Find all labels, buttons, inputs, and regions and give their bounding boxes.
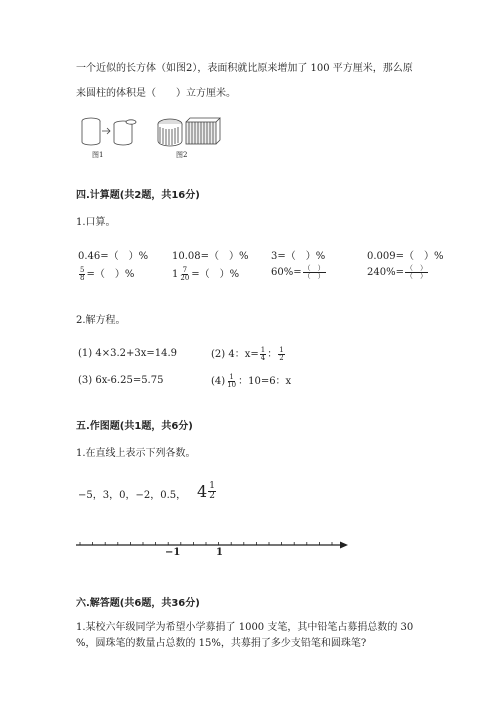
- figure-2-sliced: [158, 118, 220, 146]
- number-line-ticks: [80, 542, 332, 545]
- equation-1: (1) 4×3.2+3x=14.9: [78, 348, 178, 359]
- oral-calc-1-3: 3=（ ）%: [271, 251, 326, 262]
- oral-calc-2-3: 60%= $\frac{( )}{( )}$: [271, 264, 325, 280]
- equation-4: (4) $\frac{1}{10}$ ：10=6：x: [211, 373, 292, 389]
- section-6-q1-line-2: %，圆珠笔的数量占总数的 15%，共募捐了多少支铅笔和圆珠笔?: [76, 638, 367, 649]
- section-6-title: 六.解答题(共6题，共36分): [76, 598, 200, 609]
- section-4-title: 四.计算题(共2题，共16分): [76, 190, 200, 201]
- section-5-title: 五.作图题(共1题，共6分): [76, 421, 193, 432]
- fraction: $\frac{7}{20}$: [180, 266, 190, 282]
- fraction: $\frac{( )}{( )}$: [303, 264, 325, 280]
- mixed-number: 4 $\frac{1}{2}$: [197, 481, 215, 501]
- figure-1-label: 图1: [92, 151, 104, 159]
- numbers-list: −5，3，0，−2，0.5，: [78, 490, 187, 501]
- tick-label-1: 1: [216, 547, 223, 558]
- section-5-q1-label: 1.在直线上表示下列各数。: [76, 448, 196, 459]
- fraction: $\frac{1}{10}$: [227, 373, 237, 389]
- number-line-arrow: [340, 542, 348, 549]
- oral-calc-1-2: 10.08=（ ）%: [172, 251, 249, 262]
- fraction: $\frac{1}{4}$: [260, 346, 266, 362]
- cylinder-figures: [78, 116, 268, 160]
- fraction: $\frac{( )}{( )}$: [405, 264, 427, 280]
- fraction: $\frac{1}{2}$: [279, 346, 284, 362]
- oral-calc-2-1: $\frac{5}{8}$ =（ ）%: [80, 266, 135, 282]
- section-6-q1-line-1: 1.某校六年级同学为希望小学募捐了 1000 支笔，其中铅笔占募捐总数的 30: [76, 622, 414, 633]
- equation-3: (3) 6x-6.25=5.75: [78, 375, 164, 386]
- oral-calc-1-1: 0.46=（ ）%: [78, 251, 149, 262]
- section-4-q1-label: 1.口算。: [76, 217, 116, 228]
- figure-2-label: 图2: [176, 151, 188, 159]
- intro-line-1: 一个近似的长方体（如图2），表面积就比原来增加了 100 平方厘米，那么原: [76, 63, 413, 74]
- oral-calc-2-4: 240%= $\frac{( )}{( )}$: [367, 264, 427, 280]
- tick-label-neg1: −1: [165, 547, 181, 558]
- fraction: $\frac{5}{8}$: [80, 266, 85, 282]
- equation-2: (2) 4：x= $\frac{1}{4}$ ： $\frac{1}{2}$: [211, 346, 284, 362]
- intro-line-2: 来圆柱的体积是（ ）立方厘米。: [76, 88, 236, 99]
- fraction: $\frac{1}{2}$: [209, 481, 215, 501]
- section-4-q2-label: 2.解方程。: [76, 315, 126, 326]
- oral-calc-1-4: 0.009=（ ）%: [367, 251, 444, 262]
- oral-calc-2-2: 1 $\frac{7}{20}$ =（ ）%: [172, 266, 240, 282]
- figure-1-cylinders: [82, 118, 136, 145]
